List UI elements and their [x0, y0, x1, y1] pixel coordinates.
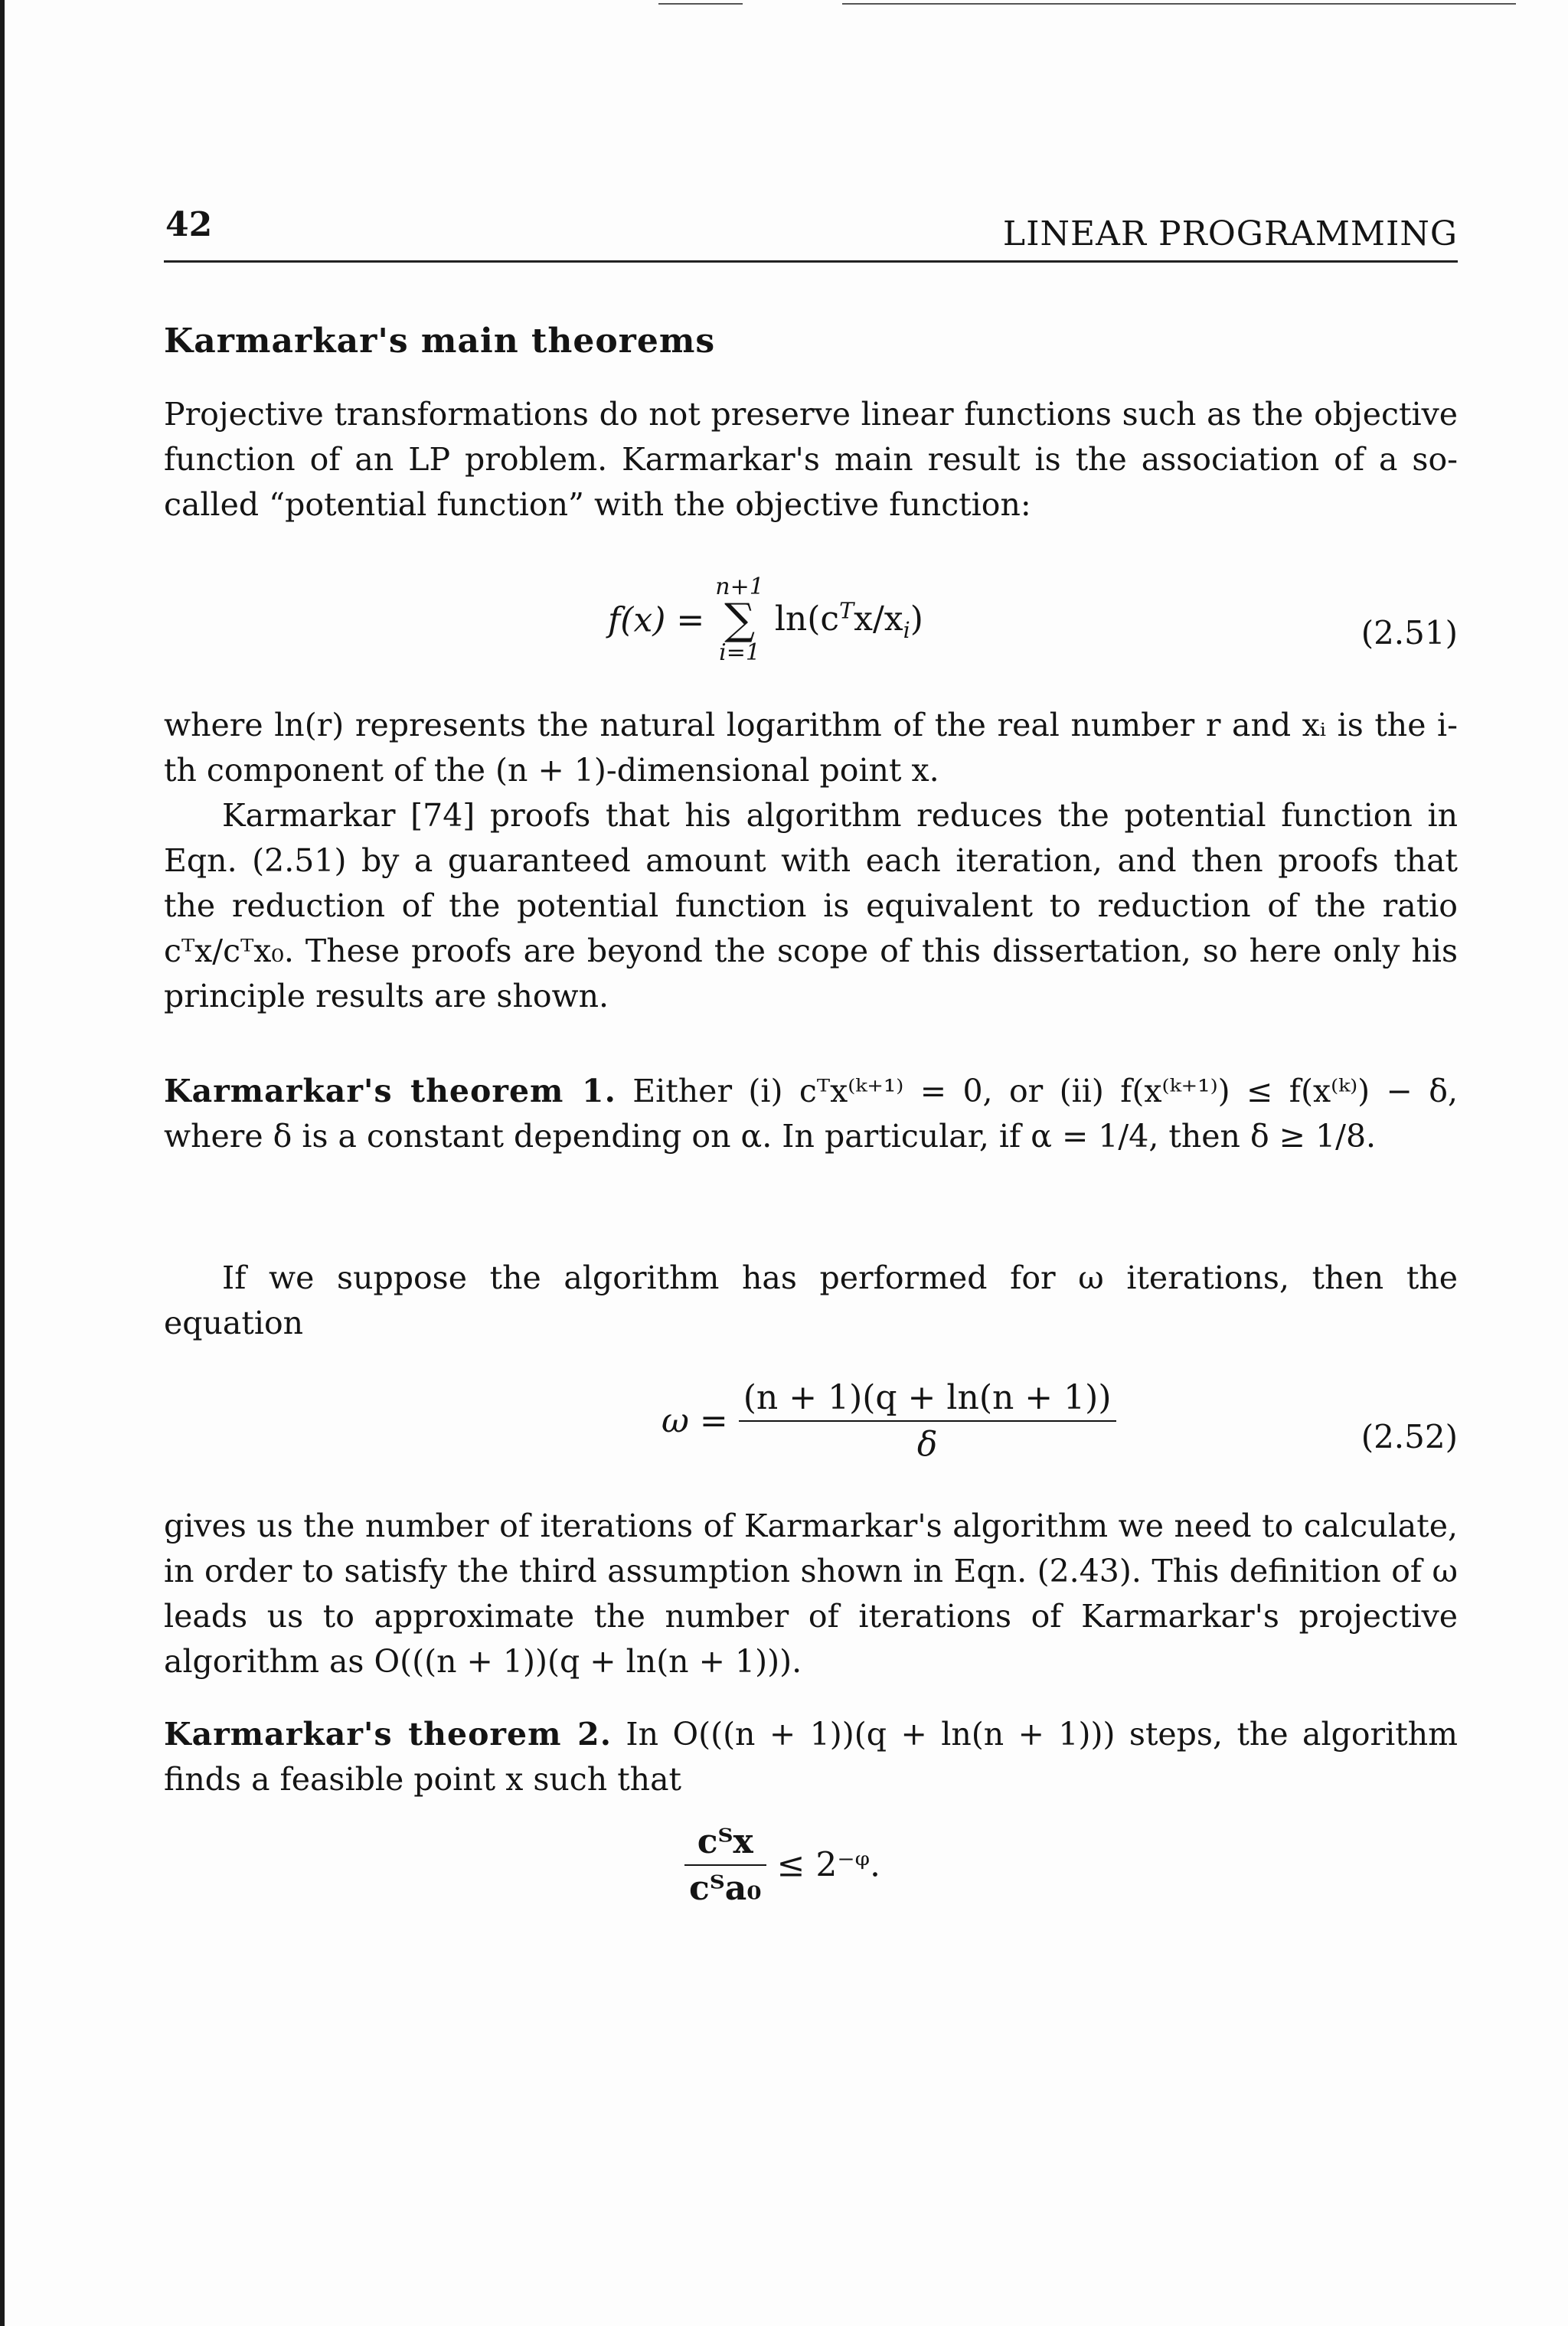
- paragraph-intro: Projective transformations do not preserve linear functions such as the objective function of an LP problem. Karmarkar's main result is the association of a so-called “potential function” with the objective function:: [164, 396, 1458, 523]
- sum-upper-limit: n+1: [715, 573, 764, 600]
- paragraph-proofs: Karmarkar [74] proofs that his algorithm reduces the potential function in Eqn. (2.51) by a guaranteed amount with each iteration, and then proofs that the reduction of the potential function is equivalent to reduction of the ratio cᵀx/cᵀx₀. These proofs are beyond the scope of this dissertation, so here only his principle results are shown.: [164, 797, 1458, 1014]
- theorem-2-heading: Karmarkar's theorem 2.: [164, 1716, 612, 1753]
- summation: [715, 573, 764, 666]
- running-title: LINEAR PROGRAMMING: [1002, 214, 1458, 253]
- paragraph-iterations: If we suppose the algorithm has performed for ω iterations, then the equation: [164, 1259, 1458, 1341]
- equation-2-52: [164, 1378, 1458, 1485]
- equation-ratio: [164, 1822, 1458, 1929]
- eq-body-tail: x/x: [854, 599, 903, 639]
- theorem-1: [164, 1069, 1458, 1159]
- eq-body-close: ): [910, 599, 923, 639]
- sum-lower-limit: i=1: [719, 639, 760, 666]
- eq-lhs-omega: ω =: [662, 1401, 728, 1441]
- section-title: Karmarkar's main theorems: [164, 322, 716, 361]
- theorem-1-heading: Karmarkar's theorem 1.: [164, 1073, 616, 1109]
- eq-body: [774, 597, 923, 643]
- fraction-denominator: δ: [916, 1425, 938, 1464]
- sigma-symbol: ∑: [724, 595, 756, 645]
- scan-artifact-line: [658, 3, 743, 5]
- fraction-denominator: cᵀa₀: [689, 1869, 762, 1908]
- scan-border-left: [0, 0, 5, 2326]
- eq-body-ln: ln(c: [774, 599, 840, 639]
- paragraph-ln-definition: where ln(r) represents the natural logarithm of the real number r and xᵢ is the i-th component of the (n + 1)-dimensional point x.: [164, 707, 1458, 789]
- equation-2-51: [164, 573, 1458, 675]
- theorem-2-body: In O(((n + 1))(q + ln(n + 1))) steps, the algorithm finds a feasible point x such that: [164, 1716, 1458, 1798]
- theorem-1-body: Either (i) cᵀx⁽ᵏ⁺¹⁾ = 0, or (ii) f(x⁽ᵏ⁺¹⁾) ≤ f(x⁽ᵏ⁾) − δ, where δ is a constant depending on α. In particular, if α = 1/4, then δ ≥ 1/8.: [164, 1073, 1458, 1155]
- fraction: [684, 1822, 766, 1908]
- fraction-numerator: cᵀx: [684, 1822, 766, 1866]
- page-header: [164, 205, 1458, 263]
- page-number: 42: [165, 205, 213, 244]
- theorem-2: [164, 1712, 1458, 1802]
- fraction-numerator: (n + 1)(q + ln(n + 1)): [739, 1378, 1116, 1422]
- eq-sup-T: T: [839, 597, 854, 624]
- equation-number: (2.51): [1361, 614, 1458, 652]
- eq-rhs: ≤ 2⁻ᵠ.: [776, 1845, 881, 1885]
- scan-artifact-line: [842, 3, 1516, 5]
- eq-lhs: f(x) =: [608, 600, 705, 640]
- fraction: [739, 1378, 1116, 1464]
- paragraph-omega: gives us the number of iterations of Karmarkar's algorithm we need to calculate, in order to satisfy the third assumption shown in Eqn. (2.43). This definition of ω leads us to approximate the number of iterations of Karmarkar's projective algorithm as O(((n + 1))(q + ln(n + 1))).: [164, 1508, 1458, 1680]
- equation-number: (2.52): [1361, 1418, 1458, 1455]
- eq-sub-i: i: [903, 616, 910, 643]
